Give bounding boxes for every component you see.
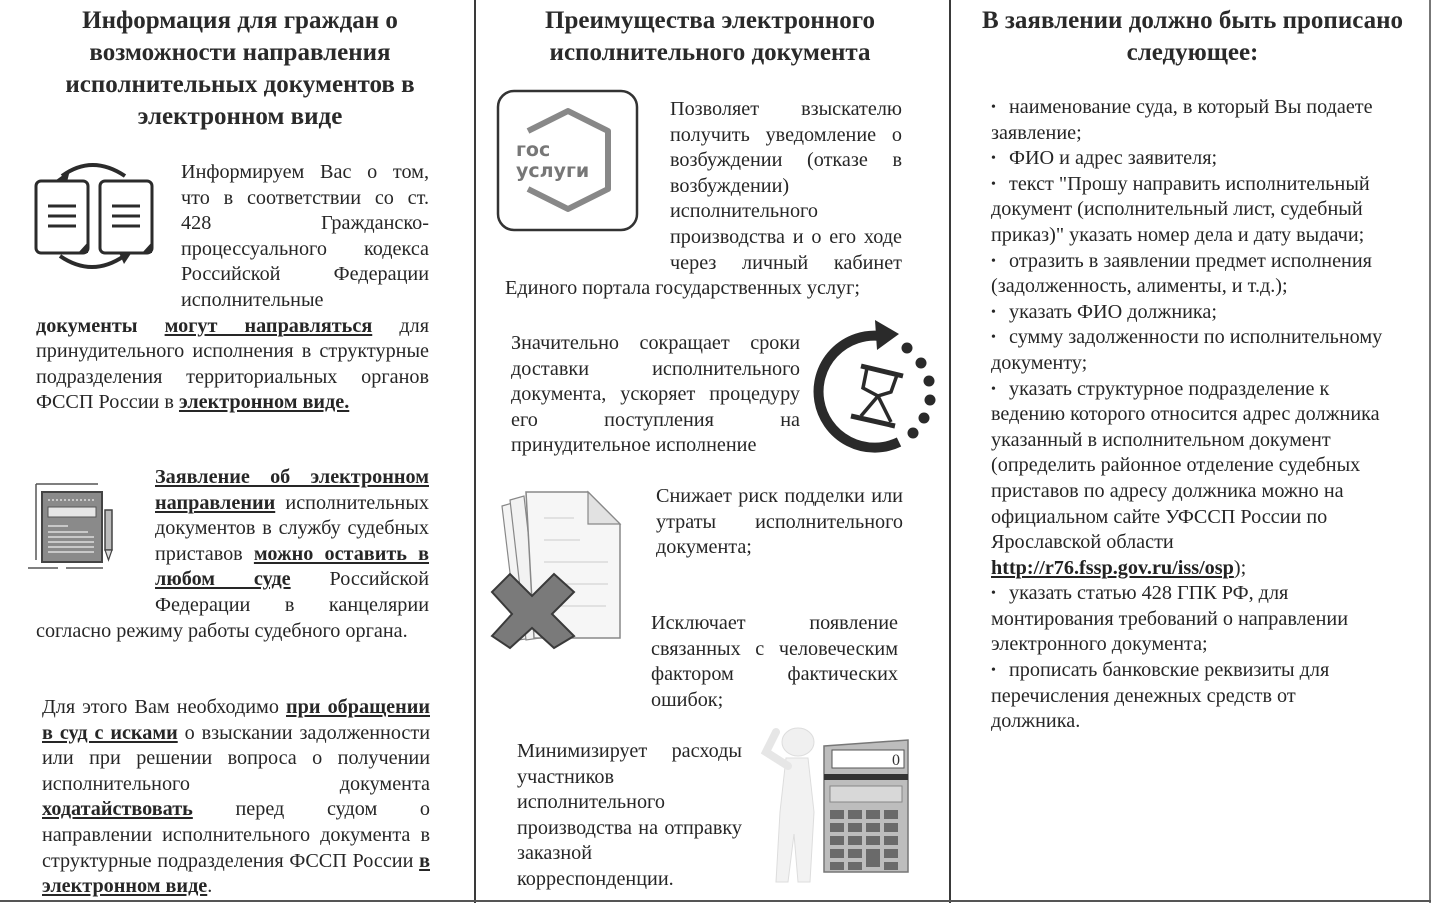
- bullet-icon: •: [991, 304, 996, 320]
- bullet-icon: •: [991, 253, 996, 269]
- list-item: [987, 325, 1387, 376]
- left-p3-mid2: перед судом о направлении исполнительного документа в структурные подразделения ФССП России: [42, 798, 431, 872]
- benefit-1-text: Позволяет взыскателю получить уведомление о возбуждении (отказе в возбуждении) исполнительного производства и о его ходе через личный кабинет Единого портала государственных услуг;: [505, 98, 902, 300]
- bullet-icon: •: [991, 663, 996, 679]
- left-paragraph-2: [36, 465, 429, 644]
- bullet-icon: •: [991, 151, 996, 167]
- list-item-text: текст "Прошу направить исполнительный документ (исполнительный лист, судебный приказ)" указать номер дела и дату выдачи;: [991, 172, 1370, 246]
- benefit-3: [656, 484, 903, 561]
- gosuslugi-logo-text: гос: [516, 139, 551, 161]
- column-divider-right: [949, 0, 951, 903]
- bullet-icon: •: [991, 586, 996, 602]
- benefit-4-text: Исключает появление связанных с человеческим фактором фактических ошибок;: [651, 612, 898, 711]
- bullet-icon: •: [991, 330, 996, 346]
- link-suffix: );: [1233, 556, 1247, 579]
- middle-column-title: Преимущества электронного исполнительного документа: [545, 7, 875, 66]
- calculator-person-icon: [758, 722, 918, 890]
- left-p1-bold-documents: документы: [36, 314, 138, 337]
- left-p3-intro: Для этого Вам необходимо: [42, 696, 279, 718]
- left-column-title: Информация для граждан о возможности направления исполнительных документов в электронном виде: [65, 7, 415, 130]
- benefit-2-text: Значительно сокращает сроки доставки исполнительного документа, ускоряет процедуру его поступления на принудительное исполнение: [511, 332, 800, 457]
- left-p1-mid: для принудительного исполнения в структурные подразделения территориальных органов ФССП России в: [36, 314, 429, 414]
- list-item: [987, 95, 1387, 146]
- bullet-icon: •: [991, 381, 996, 397]
- left-p2-mid: исполнительных документов в службу судебных приставов: [155, 491, 429, 565]
- hourglass-timer-icon: [803, 318, 943, 458]
- left-p1-electronic: электронном виде.: [178, 391, 350, 414]
- list-item: [987, 581, 1387, 658]
- document-cross-icon: [488, 488, 626, 650]
- benefit-5: [517, 739, 742, 893]
- list-item-text: ФИО и адрес заявителя;: [1009, 147, 1218, 170]
- list-item-text: указать структурное подразделение к ведению которого относится адрес должника указанный в исполнительном документ (определить районное отделение судебных приставов по адресу должника можно на официальном сайте УФССП России по Ярославской области: [991, 377, 1380, 554]
- page-edge-bottom: [0, 900, 1431, 902]
- left-p3-end: .: [207, 875, 213, 898]
- list-item-text: указать статью 428 ГПК РФ, для монтирования требований о направлении электронного документа;: [991, 582, 1349, 656]
- list-item: [987, 249, 1387, 300]
- benefit-2: [511, 331, 800, 459]
- left-paragraph-1: [36, 160, 429, 416]
- list-item-text: указать ФИО должника;: [1009, 300, 1217, 323]
- left-p3-electronic: в электронном виде: [42, 849, 430, 898]
- list-item: [987, 658, 1387, 735]
- left-p3-mid: о взыскании задолженности или при решении вопроса о получении исполнительного документа: [42, 721, 430, 795]
- list-item: [987, 300, 1387, 326]
- requirements-list: [987, 95, 1387, 735]
- benefit-4: [651, 611, 898, 713]
- column-divider-left: [474, 0, 476, 903]
- right-column-title: В заявлении должно быть прописано следующее:: [981, 7, 1404, 66]
- left-p3-petition: ходатайствовать: [42, 798, 193, 821]
- list-item: [987, 377, 1387, 582]
- list-item-text: сумму задолженности по исполнительному документу;: [991, 326, 1383, 374]
- left-p2-heading: Заявление об электронном направлении: [155, 466, 429, 514]
- list-item-text: отразить в заявлении предмет исполнения (задолженность, алименты, и т.д.);: [991, 249, 1372, 298]
- benefit-5-text: Минимизирует расходы участников исполнительного производства на отправку заказной корреспонденции.: [517, 740, 742, 890]
- list-item: [987, 146, 1387, 172]
- benefit-3-text: Снижает риск подделки или утраты исполнительного документа;: [656, 485, 903, 559]
- left-paragraph-3: [42, 695, 430, 900]
- bullet-icon: •: [991, 176, 996, 192]
- left-p1-intro: Информируем Вас о том, что в соответствии со ст. 428 Гражданско-процессуального кодекса Российской Федерации исполнительные: [181, 161, 429, 311]
- left-p2-tail: Российской Федерации в канцелярии согласно режиму работы судебного органа.: [36, 568, 430, 642]
- benefit-1: [505, 97, 902, 302]
- list-item-text: прописать банковские реквизиты для перечисления денежных средств от должника.: [991, 659, 1330, 733]
- svg-text:услуги: услуги: [516, 160, 590, 182]
- left-p3-court-claims: при обращении в суд с исками: [42, 696, 430, 744]
- fssp-osp-link[interactable]: http://r76.fssp.gov.ru/iss/osp: [991, 556, 1234, 579]
- bullet-icon: •: [991, 100, 996, 115]
- left-p2-any-court: можно оставить в любом суде: [155, 542, 430, 591]
- calculator-display: 0: [892, 752, 900, 769]
- left-p1-bold-may-be-sent: могут направляться: [164, 314, 373, 337]
- list-item: [987, 172, 1387, 249]
- list-item-text: наименование суда, в который Вы подаете заявление;: [991, 96, 1373, 144]
